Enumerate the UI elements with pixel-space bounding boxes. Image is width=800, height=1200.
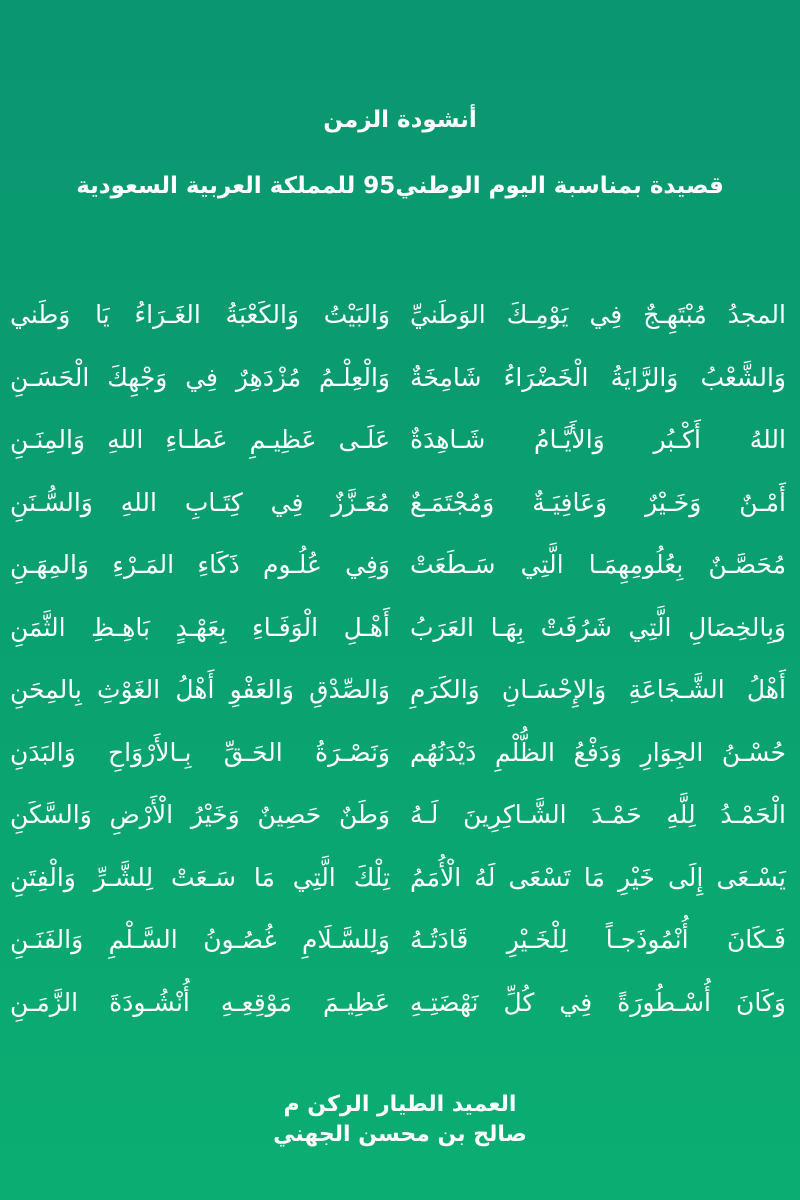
author-rank: العميد الطيار الركن م <box>283 1092 517 1117</box>
verse-second-hemistich: وَالصِّدْقِ وَالعَفْوِ أَهْلُ الغَوْثِ بِالمِحَنِ <box>10 675 390 705</box>
verse-second-hemistich: تِلْكَ الَّتِي مَا سَـعَتْ لِلشَّـرِّ وَالْفِتَنِ <box>10 862 390 892</box>
verse-11 <box>0 909 800 972</box>
verse-second-hemistich: عَظِيـمَ مَوْقِعِـهِ أُنْشُـودَةَ الزَّمَـنِ <box>10 987 390 1017</box>
verse-first-hemistich: اللهُ أَكْـبُر وَالأَيَّـامُ شَـاهِدَةٌ <box>410 425 786 455</box>
verse-second-hemistich: وَالْعِلْـمُ مُزْدَهِرٌ فِي وَجْهِكَ الْحَسَـنِ <box>10 362 390 392</box>
verse-9 <box>0 784 800 847</box>
verse-first-hemistich: وَكَانَ أُسْـطُورَةً فِي كُلِّ نَهْضَتِـهِ <box>410 987 786 1017</box>
verse-first-hemistich: أَمْـنٌ وَخَـيْرٌ وَعَافِيَـةٌ وَمُجْتَمَـعٌ <box>410 487 786 517</box>
verse-first-hemistich: فَـكَانَ أُنْمُوذَجـاً لِلْخَـيْرِ قَادَتُـهُ <box>410 925 786 955</box>
author-name: صالح بن محسن الجهني <box>273 1122 527 1147</box>
verse-second-hemistich: وَالبَيْتُ وَالكَعْبَةُ الغَـرَاءُ يَا وَطَني <box>10 300 390 330</box>
verse-10 <box>0 847 800 910</box>
verse-12 <box>0 972 800 1035</box>
verse-first-hemistich: يَسْـعَى إِلَى خَيْرِ مَا تَسْعَى لَهُ الْأُمَمُ <box>410 862 786 892</box>
verse-4 <box>0 472 800 535</box>
verse-second-hemistich: وَلِلسَّـلَامِ غُصُـونُ السَّـلْمِ وَالفَنَـنِ <box>10 925 390 955</box>
verse-8 <box>0 722 800 785</box>
verse-first-hemistich: حُسْـنُ الجِوَارِ وَدَفْعُ الظُّلْمِ دَيْدَنُهُم <box>410 737 786 767</box>
verse-first-hemistich: أَهْلُ الشَّـجَاعَةِ وَالإِحْسَـانِ وَالكَرَمِ <box>410 675 786 705</box>
verse-second-hemistich: وَفِي عُلُـوم ذَكَاءِ المَـرْءِ وَالمِهَـنِ <box>10 550 390 580</box>
verse-6 <box>0 597 800 660</box>
verse-second-hemistich: أَهْـلِ الْوَفَـاءِ بِعَهْـدٍ بَاهِـظِ الثَّمَنِ <box>10 612 390 642</box>
verse-second-hemistich: مُعَـزَّزٌ فِي كِتَـابِ اللهِ وَالسُّـنَنِ <box>10 487 390 517</box>
verse-3 <box>0 409 800 472</box>
verse-first-hemistich: وَالشَّعْبُ وَالرَّايَةُ الْخَضْرَاءُ شَامِخَةٌ <box>410 362 786 392</box>
verse-7 <box>0 659 800 722</box>
author-signature <box>0 1090 800 1150</box>
verse-2 <box>0 347 800 410</box>
verse-second-hemistich: وَطَنٌ حَصِينٌ وَخَيْرُ الْأَرْضِ وَالسَّكَنِ <box>10 800 390 830</box>
verse-first-hemistich: الْحَمْـدُ لِلَّهِ حَمْـدَ الشَّـاكِرِينَ لَـهُ <box>410 800 786 830</box>
poem-body <box>0 284 800 1034</box>
verse-second-hemistich: وَنَصْـرَةُ الحَـقِّ بِـالأَرْوَاحِ وَالبَدَنِ <box>10 737 390 767</box>
verse-first-hemistich: وَبِالخِصَالِ الَّتِي شَرُفَتْ بِهَـا العَرَبُ <box>410 612 786 642</box>
verse-first-hemistich: المجدُ مُبْتَهِـجٌ فِي يَوْمِـكَ الوَطَنيِّ <box>410 300 786 330</box>
poem-title: أنشودة الزمن <box>323 107 477 133</box>
verse-first-hemistich: مُحَصَّـنٌ بِعُلُومِهِمَـا الَّتِي سَـطَعَتْ <box>410 550 786 580</box>
verse-1 <box>0 284 800 347</box>
verse-second-hemistich: عَلَـى عَظِيـمِ عَطـاءِ اللهِ وَالمِنَـنِ <box>10 425 390 455</box>
poem-subtitle: قصيدة بمناسبة اليوم الوطني95 للمملكة العربية السعودية <box>76 173 724 199</box>
verse-5 <box>0 534 800 597</box>
